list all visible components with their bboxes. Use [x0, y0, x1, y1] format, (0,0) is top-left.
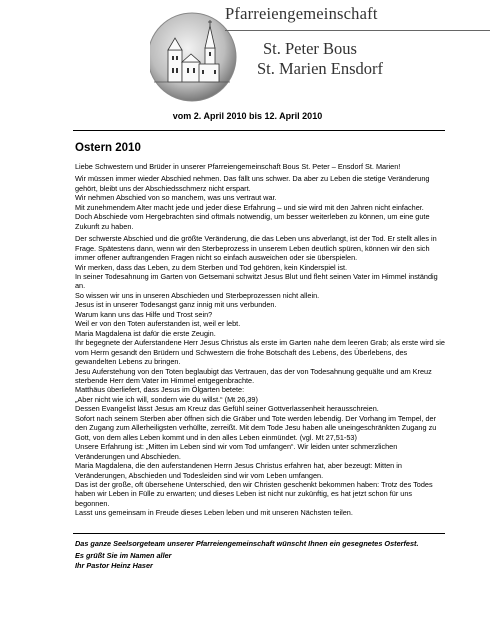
paragraph: Der schwerste Abschied und die größte Veränderung, die das Leben uns abverlangt, ist der Tod. Er stellt alles in Frage. Spätestens dann, wenn wir den Sterbeprozess in unserem Leben deutlich spüren, können wir den sich immer offener auftrangenden Fragen nicht so einfach ausweichen oder sie überspielen. Wir merken, dass das Leben, zu dem Sterben und Tod gehören, kein Kinderspiel ist. In seiner Todesahnung im Garten von Getsemani schwitzt Jesus Blut und fleht seinen Vater im Himmel inständig an. So wissen wir uns in unseren Abschieden und Sterbeprozessen nicht allein. Jesus ist in unserer Todesangst ganz innig mit uns verbunden. Warum kann uns das Hilfe und Trost sein? Weil er von den Toten auferstanden ist, weil er lebt. Maria Magdalena ist dafür die erste Zeugin. Ihr begegnete der Auferstandene Herr Jesus Christus als erste im Garten nahe dem leeren Grab; als erste wird sie vom Herrn gesandt den Brüdern und Schwestern die frohe Botschaft des Lebens, des Überlebens, des gewandelten Lebens zu bringen. Jesu Auferstehung von den Toten beglaubigt das Vertrauen, das der von Todesahnung gequälte und am Kreuz sterbende Herr dem Vater im Himmel entgegenbrachte. Matthäus überliefert, dass Jesus im Ölgarten betete: „Aber nicht wie ich will, sondern wie du willst.“ (Mt 26,39) Dessen Evangelist lässt Jesus am Kreuz das Gefühl seiner Gottverlassenheit herausschreien. Sofort nach seinem Sterben aber öffnen sich die Gräber und Tote werden lebendig. Der Vorhang im Tempel, der den Zugang zum Allerheiligsten verhüllte, zerreißt. Mit dem Tode Jesu haben alle uneingeschränkten Zugang zu Gott, von dem alles Leben kommt und in den alles Leben einmündet. (vgl. Mt 27,51-53) Unsere Erfahrung ist: „Mitten im Leben sind wir vom Tod umfangen“. Wir leiden unter schmerzlichen Veränderungen und Abschieden. Maria Magdalena, die den auferstandenen Herrn Jesus Christus erfahren hat, aber bezeugt: Mitten in Veränderungen, Abschieden und Todesleiden sind wir vom Leben umfangen. Das ist der große, oft übersehene Unterschied, den wir Christen geschenkt bekommen haben: Trotz des Todes haben wir Leben in Fülle zu erwarten; und dieses Leben ist nicht nur zukünftig, es hat jetzt schon für uns begonnen. Lasst uns gemeinsam in Freude dieses Leben leben und mit unseren Nächsten teilen.	[75, 234, 445, 518]
parish-name-block	[225, 4, 495, 79]
footer-rule	[73, 533, 445, 534]
top-rule	[73, 130, 445, 131]
footer-greeting: Das ganze Seelsorgeteam unserer Pfarreiengemeinschaft wünscht Ihnen ein gesegnetes Osterfest.	[75, 539, 419, 548]
parish-name-line2: St. Peter Bous	[263, 39, 357, 58]
paragraph: Liebe Schwestern und Brüder in unserer Pfarreiengemeinschaft Bous St. Peter – Ensdorf St. Marien!	[75, 162, 401, 171]
paragraph: Wir müssen immer wieder Abschied nehmen. Das fällt uns schwer. Da aber zu Leben die stetige Veränderung gehört, bleibt uns der Abschiedsschmerz nicht erspart. Wir nehmen Abschied von so manchem, was uns vertraut war. Mit zunehmendem Alter macht jede und jeder diese Erfahrung – und sie wird mit den Jahren nicht einfacher. Doch Abschiede vom Hergebrachten sind oftmals notwendig, um besser weiterleben zu können, um eine gute Zukunft zu haben.	[75, 174, 430, 231]
parish-name-line1: Pfarreiengemeinschaft	[225, 4, 378, 23]
footer-signature: Es grüßt Sie im Namen aller Ihr Pastor Heinz Haser	[75, 551, 172, 570]
date-range: vom 2. April 2010 bis 12. April 2010	[172, 111, 323, 121]
letter-body	[75, 162, 447, 521]
footer-block	[75, 539, 447, 573]
page-title: Ostern 2010	[75, 142, 141, 154]
parish-name-line3: St. Marien Ensdorf	[257, 59, 384, 78]
header-divider	[225, 30, 490, 31]
